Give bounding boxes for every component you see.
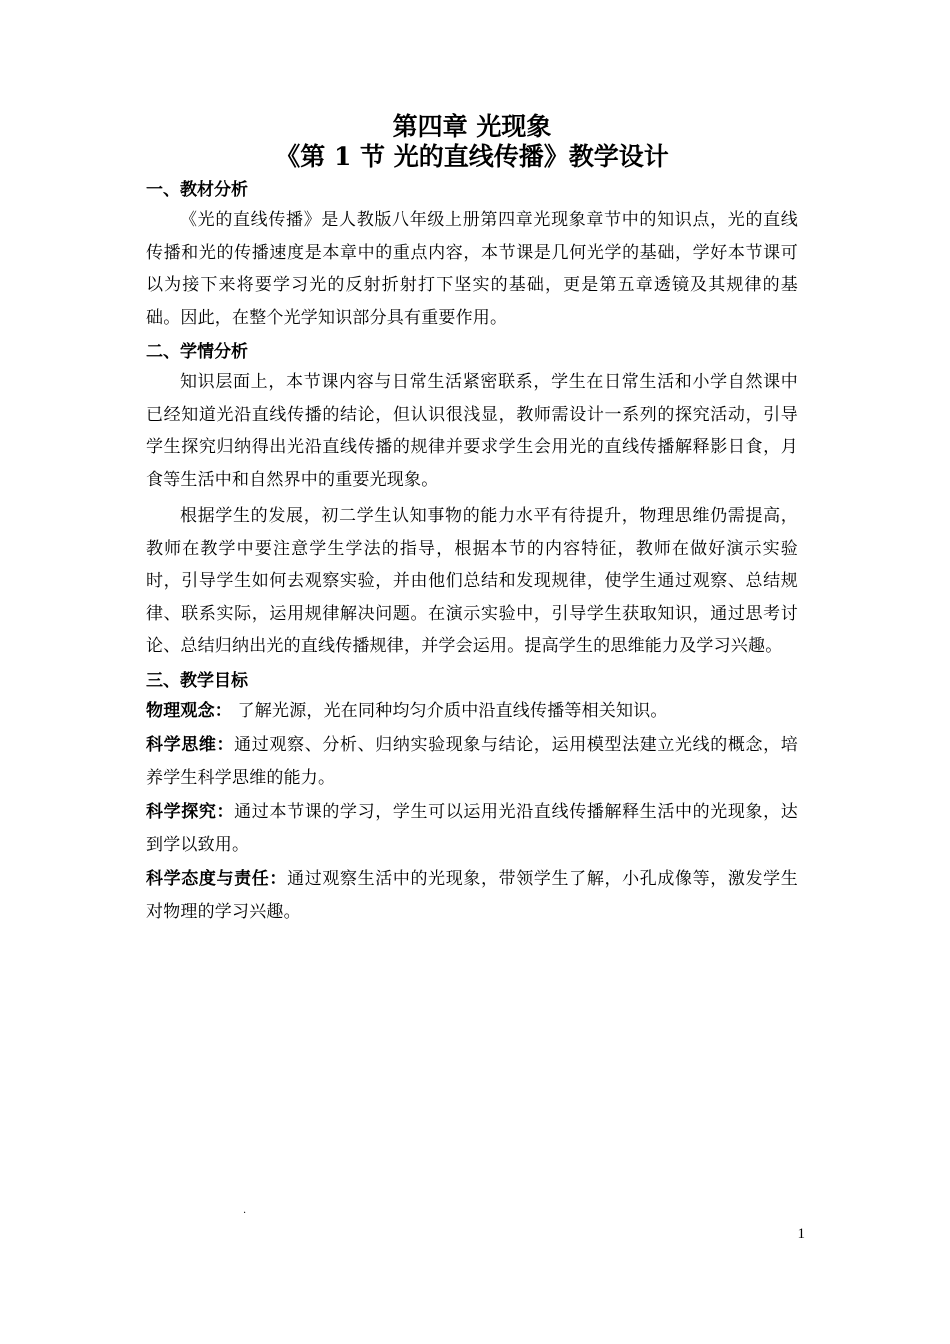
goal-label: 物理观念： [146,700,232,721]
document-title: 第四章 光现象 [392,112,552,141]
footer-mark: . [243,1205,247,1216]
goal-item [146,796,798,861]
goal-text: 通过观察、分析、归纳实验现象与结论，运用模型法建立光线的概念，培养学生科学思维的能力。 [146,735,798,788]
goal-label: 科学探究： [146,802,235,822]
goal-item [146,729,798,794]
document-subtitle: 《第 1 节 光的直线传播》教学设计 [275,142,669,171]
goal-text: 通过本节课的学习，学生可以运用光沿直线传播解释生活中的光现象，达到学以致用。 [146,802,798,855]
goal-text: 通过观察生活中的光现象，带领学生了解，小孔成像等，激发学生对物理的学习兴趣。 [146,869,798,922]
paragraph: 《光的直线传播》是人教版八年级上册第四章光现象章节中的知识点，光的直线传播和光的传播速度是本章中的重点内容，本节课是几何光学的基础，学好本节课可以为接下来将要学习光的反射折射打下坚实的基础，更是第五章透镜及其规律的基础。因此，在整个光学知识部分具有重要作用。 [146,210,798,328]
document-page [146,112,798,930]
paragraph: 根据学生的发展，初二学生认知事物的能力水平有待提升，物理思维仍需提高，教师在教学中要注意学生学法的指导，根据本节的内容特征，教师在做好演示实验时，引导学生如何去观察实验，并由他们总结和发现规律，使学生通过观察、总结规律、联系实际，运用规律解决问题。在演示实验中，引导学生获取知识，通过思考讨论、总结归纳出光的直线传播规律，并学会运用。提高学生的思维能力及学习兴趣。 [146,506,798,656]
page-number: 1 [797,1226,805,1242]
paragraph: 知识层面上，本节课内容与日常生活紧密联系，学生在日常生活和小学自然课中已经知道光沿直线传播的结论，但认识很浅显，教师需设计一系列的探究活动，引导学生探究归纳得出光沿直线传播的规律并要求学生会用光的直线传播解释影日食，月食等生活中和自然界中的重要光现象。 [146,372,798,490]
section-heading-student-analysis: 二、学情分析 [146,342,248,362]
goal-item [146,863,798,928]
goal-text: 了解光源，光在同种均匀介质中沿直线传播等相关知识。 [232,700,668,721]
goal-label: 科学思维： [146,735,235,755]
section-heading-textbook-analysis: 一、教材分析 [146,180,248,200]
section-heading-teaching-goals: 三、教学目标 [146,670,248,691]
goal-label: 科学态度与责任： [146,869,288,889]
goal-item [146,695,798,728]
